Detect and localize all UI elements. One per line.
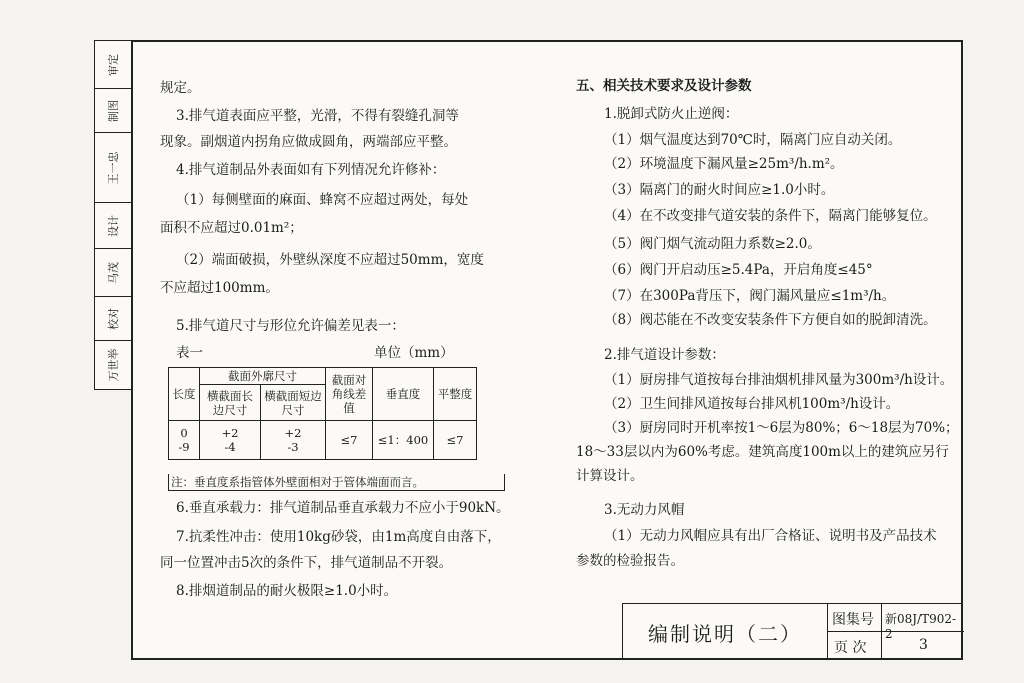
section-heading: 五、相关技术要求及设计参数 [576,78,752,94]
page-label: 页 次 [834,640,867,656]
th-flat: 平整度 [434,368,477,421]
side-cell-drawing [95,89,131,133]
right-text-9: （8）阀芯能在不改变安装条件下方便自如的脱卸清洗。 [604,312,937,328]
left-text-14: 8.排烟道制品的耐火极限≥1.0小时。 [176,583,398,599]
side-cell-approver [95,341,131,389]
side-cell-review-sig [95,41,131,89]
left-text-12: 7.抗柔性冲击：使用10kg砂袋，由1m高度自由落下， [176,529,501,545]
cell-length: 0 -9 [169,421,200,460]
right-text-3: （2）环境温度下漏风量≥25m³/h.m²。 [604,156,844,172]
tolerance-table [168,367,477,460]
th-outer: 截面外廓尺寸 [200,368,326,385]
table-row [169,421,477,460]
th-long: 横截面长边尺寸 [200,385,261,421]
side-label: 万世举 [107,348,120,382]
right-text-5: （4）在不改变排气道安装的条件下，隔离门能够复位。 [604,208,937,224]
right-text-7: （6）阀门开启动压≥5.4Pa，开启角度≤45° [604,262,873,278]
right-text-2: （1）烟气温度达到70℃时，隔离门应自动关闭。 [604,132,902,148]
left-text-1: 3.排气道表面应平整，光滑，不得有裂缝孔洞等 [176,108,459,124]
left-text-7: 不应超过100mm。 [160,280,279,296]
left-text-2: 现象。副烟道内拐角应做成圆角，两端部应平整。 [160,134,457,150]
side-label: 王一忠 [107,151,120,184]
atlas-value: 新08J/T902-2 [885,612,957,641]
cell-short: +2 -3 [261,421,326,460]
left-text-3: 4.排气道制品外表面如有下列情况允许修补： [176,162,446,178]
th-length: 长度 [169,368,200,421]
right-text-10: 2.排气道设计参数： [604,347,725,363]
side-cell-design [95,203,131,249]
side-cell-check [95,297,131,341]
cell-vert: ≤1：400 [373,421,434,460]
right-text-13: （3）厨房同时开机率按1～6层为80%；6～18层为70%； [604,420,959,436]
right-text-1: 1.脱卸式防火止逆阀： [604,106,739,122]
right-text-15: 计算设计。 [576,468,644,484]
table-caption: 表一 [176,345,203,361]
th-short: 横截面短边尺寸 [261,385,326,421]
th-vert: 垂直度 [373,368,434,421]
right-text-16: 3.无动力风帽 [604,502,685,518]
right-text-18: 参数的检验报告。 [576,553,684,569]
right-text-14: 18～33层以内为60%考虑。建筑高度100m以上的建筑应另行 [576,444,949,460]
left-text-5: 面积不应超过0.01m²； [160,220,303,236]
left-text-13: 同一位置冲击5次的条件下，排气道制品不开裂。 [160,555,453,571]
right-text-4: （3）隔离门的耐火时间应≥1.0小时。 [604,182,835,198]
th-diag: 截面对角线差值 [326,368,373,421]
right-text-17: （1）无动力风帽应具有出厂合格证、说明书及产品技术 [604,528,937,544]
side-label: 审定 [107,53,120,76]
table-unit: 单位（mm） [374,345,454,361]
side-label: 校对 [107,307,120,330]
signature-strip [94,40,131,390]
left-text-6: （2）端面破损，外壁纵深度不应超过50mm，宽度 [176,252,484,268]
atlas-label: 图集号 [832,612,874,628]
right-text-8: （7）在300Pa背压下，阀门漏风量应≤1m³/h。 [604,288,896,304]
left-text-11: 6.垂直承载力：排气道制品垂直承载力不应小于90kN。 [176,500,510,516]
cell-diag: ≤7 [326,421,373,460]
side-cell-checker-name [95,249,131,297]
side-label: 制图 [107,99,120,122]
left-text-8: 5.排气道尺寸与形位允许偏差见表一： [176,318,405,334]
title-block [622,603,963,660]
side-label: 马茂 [107,261,120,284]
side-label: 设计 [107,214,120,237]
cell-long: +2 -4 [200,421,261,460]
table-note: 注：垂直度系指管体外壁面相对于管体端面而言。 [168,474,505,491]
page-value: 3 [919,637,928,653]
right-text-6: （5）阀门烟气流动阻力系数≥2.0。 [604,236,821,252]
left-text-4: （1）每侧壁面的麻面、蜂窝不应超过两处，每处 [176,192,469,208]
cell-flat: ≤7 [434,421,477,460]
drawing-title: 编制说明（二） [623,604,828,660]
right-text-11: （1）厨房排气道按每台排油烟机排风量为300m³/h设计。 [604,372,954,388]
title-block-divider [881,604,882,660]
side-cell-designer-name [95,133,131,203]
right-text-12: （2）卫生间排风道按每台排风机100m³/h设计。 [604,396,900,412]
left-text-0: 规定。 [160,80,201,96]
